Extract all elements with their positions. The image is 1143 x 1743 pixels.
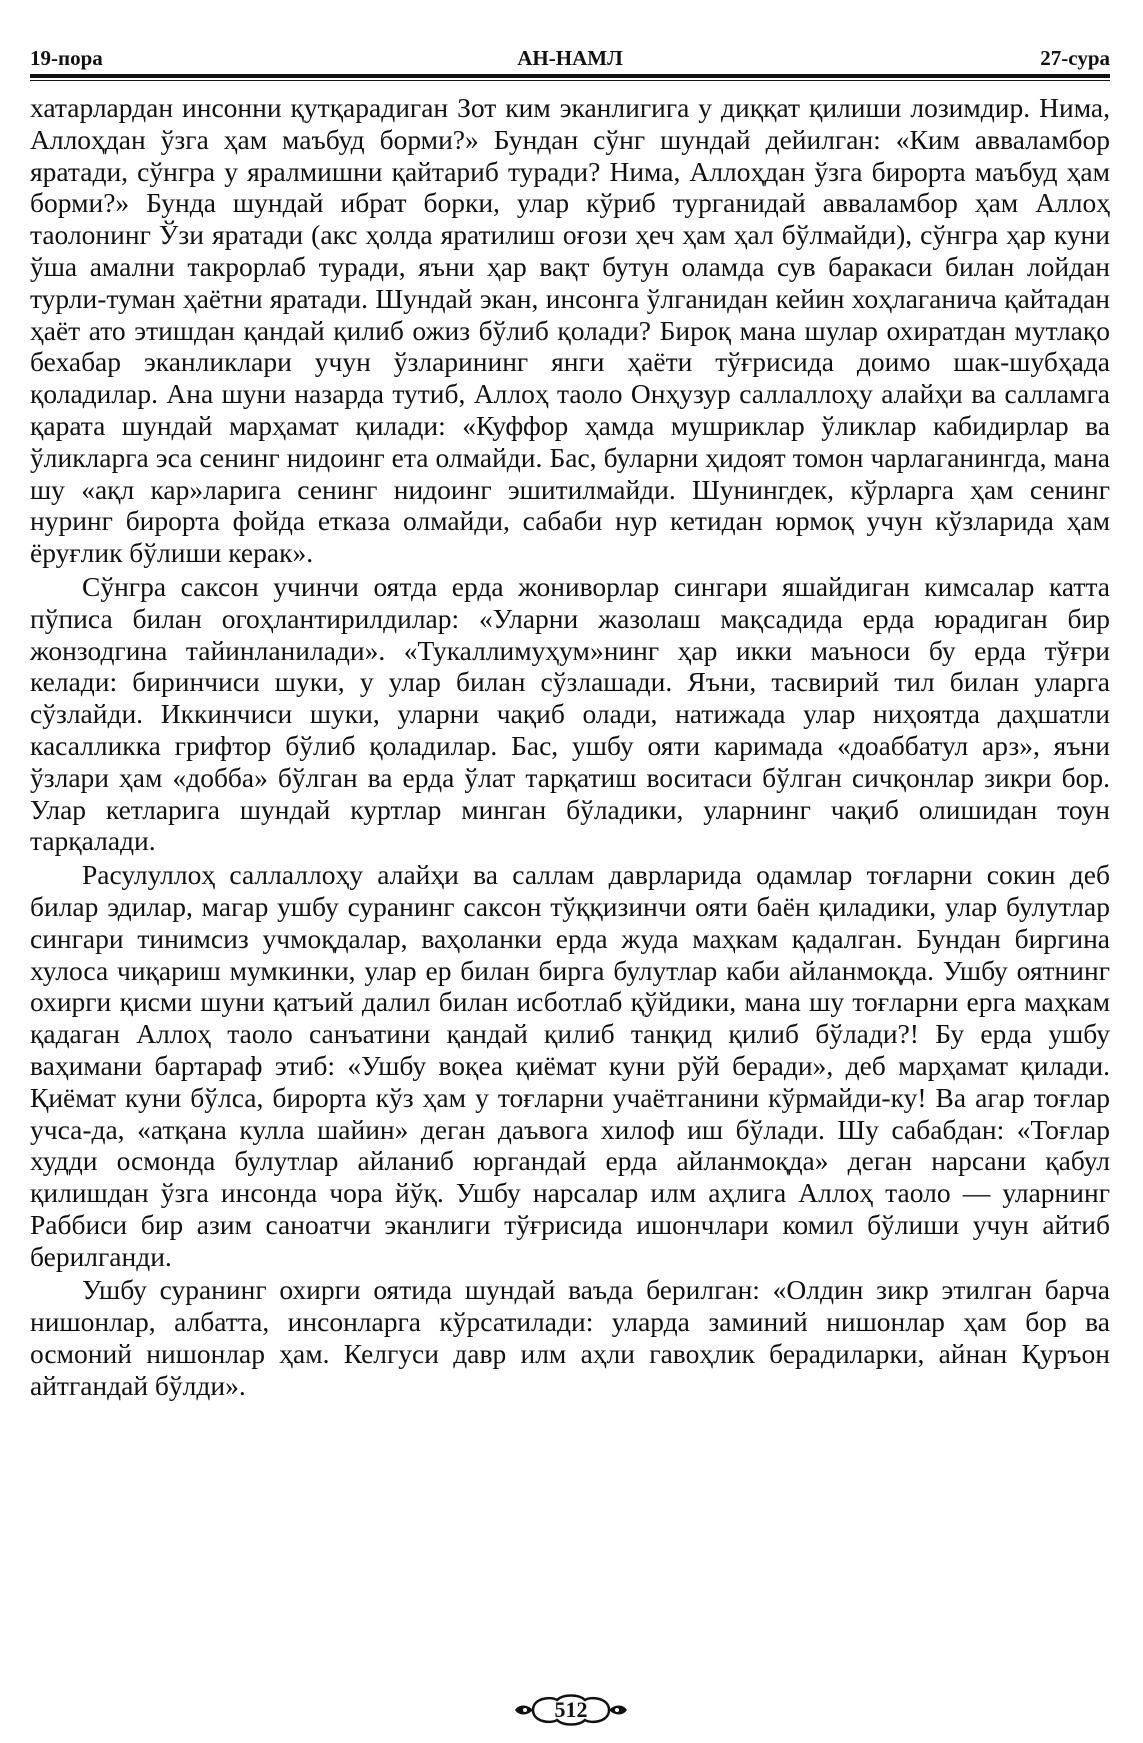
header-surah-number: 27-сура [1040, 46, 1110, 70]
paragraph: Сўнгра саксон учинчи оятда ерда жониворлар сингари яшайдиган кимсалар катта пўписа билан огоҳлантирилдилар: «Уларни жазолаш мақсадида ерда юрадиган бир жонзодгина тайинланилади». «Тукаллимуҳум»нинг ҳар икки маъноси бу ерда тўғри келади: биринчиси шуки, у улар билан сўзлашади. Яъни, тасвирий тил билан уларга сўзлайди. Иккинчиси шуки, уларни чақиб олади, натижада улар ниҳоятда даҳшатли касалликка грифтор бўлиб қоладилар. Бас, ушбу ояти каримада «доаббатул арз», яъни ўзлари ҳам «добба» бўлган ва ерда ўлат тарқатиш воситаси бўлган сичқонлар зикри бор. Улар кетларига шундай куртлар минган бўладики, уларнинг чақиб олишидан тоун тарқалади. [30, 570, 1110, 857]
header-surah-title: АН-НАМЛ [517, 46, 623, 70]
body-text [30, 92, 1110, 1402]
paragraph: Расулуллоҳ саллаллоҳу алайҳи ва саллам даврларида одамлар тоғларни сокин деб билар эдилар, магар ушбу суранинг саксон тўққизинчи ояти баён қиладики, улар булутлар сингари тинимсиз учмоқдалар, ваҳоланки ерда жуда маҳкам қадалган. Бундан биргина хулоса чиқариш мумкинки, улар ер билан бирга булутлар каби айланмоқда. Ушбу оятнинг охирги қисми шуни қатъий далил билан исботлаб қўйдики, мана шу тоғларни ерга маҳкам қадаган Аллоҳ таоло санъатини қандай қилиб танқид қилиб бўлади?! Бу ерда ушбу ваҳимани бартараф этиб: «Ушбу воқеа қиёмат куни рўй беради», деб марҳамат қилади. Қиёмат куни бўлса, бирорта кўз ҳам у тоғларни учаётганини кўрмайди-ку! Ва агар тоғлар учса-да, «атқана кулла шайин» деган даъвога хилоф иш бўлади. Шу сабабдан: «Тоғлар худди осмонда булутлар айланиб юргандай ерда айланмоқда» деган нарсани қабул қилишдан ўзга инсонда чора йўқ. Ушбу нарсалар илм аҳлига Аллоҳ таоло — уларнинг Раббиси бир азим саноатчи эканлиги тўғрисида ишончлари комил бўлиши учун айтиб берилганди. [30, 859, 1110, 1272]
paragraph: Ушбу суранинг охирги оятида шундай ваъда берилган: «Олдин зикр этилган барча нишонлар, албатта, инсонларга кўрсатилади: уларда заминий нишонлар ҳам бор ва осмоний нишонлар ҳам. Келгуси давр илм аҳли гавоҳлик берадиларки, айнан Қуръон айтгандай бўлди». [30, 1274, 1110, 1401]
page-footer [0, 1690, 1143, 1730]
header-juz: 19-пора [30, 46, 103, 70]
page-number: 512 [554, 1697, 588, 1722]
running-header [30, 44, 1110, 72]
header-rule-thick [30, 74, 1110, 78]
paragraph: хатарлардан инсонни қутқарадиган Зот ким эканлигига у диққат қилиши лозимдир. Нима, Аллоҳдан ўзга ҳам маъбуд борми?» Бундан сўнг шундай дейилган: «Ким авваламбор яратади, сўнгра у яралмишни қайтариб туради? Нима, Аллоҳдан ўзга бирорта маъбуд ҳам борми?» Бунда шундай ибрат борки, улар кўриб турганидай авваламбор ҳам Аллоҳ таолонинг Ўзи яратади (акс ҳолда яратилиш оғози ҳеч ҳам ҳал бўлмайди), сўнгра ҳар куни ўша амални такрорлаб туради, яъни ҳар вақт бутун оламда сув баракаси билан лойдан турли-туман ҳаётни яратади. Шундай экан, инсонга ўлганидан кейин хоҳлаганича қайтадан ҳаёт ато этишдан қандай қилиб ожиз бўлиб қолади? Бироқ мана шулар охиратдан мутлақо бехабар эканликлари учун ўзларининг янги ҳаёти тўғрисида доимо шак-шубҳада қоладилар. Ана шуни назарда тутиб, Аллоҳ таоло Онҳузур саллаллоҳу алайҳи ва салламга қарата шундай марҳамат қилади: «Куффор ҳамда мушриклар ўликлар кабидирлар ва ўликларга эса сенинг нидоинг ета олмайди. Бас, буларни ҳидоят томон чарлаганингда, мана шу «ақл кар»ларига сенинг нидоинг эшитилмайди. Шунингдек, кўрларга ҳам сенинг нуринг бирорта фойда етказа олмайди, сабаби нур кетидан юрмоқ учун кўзларида ҳам ёруғлик бўлиши керак». [30, 92, 1110, 569]
header-rule-thin [30, 80, 1110, 81]
